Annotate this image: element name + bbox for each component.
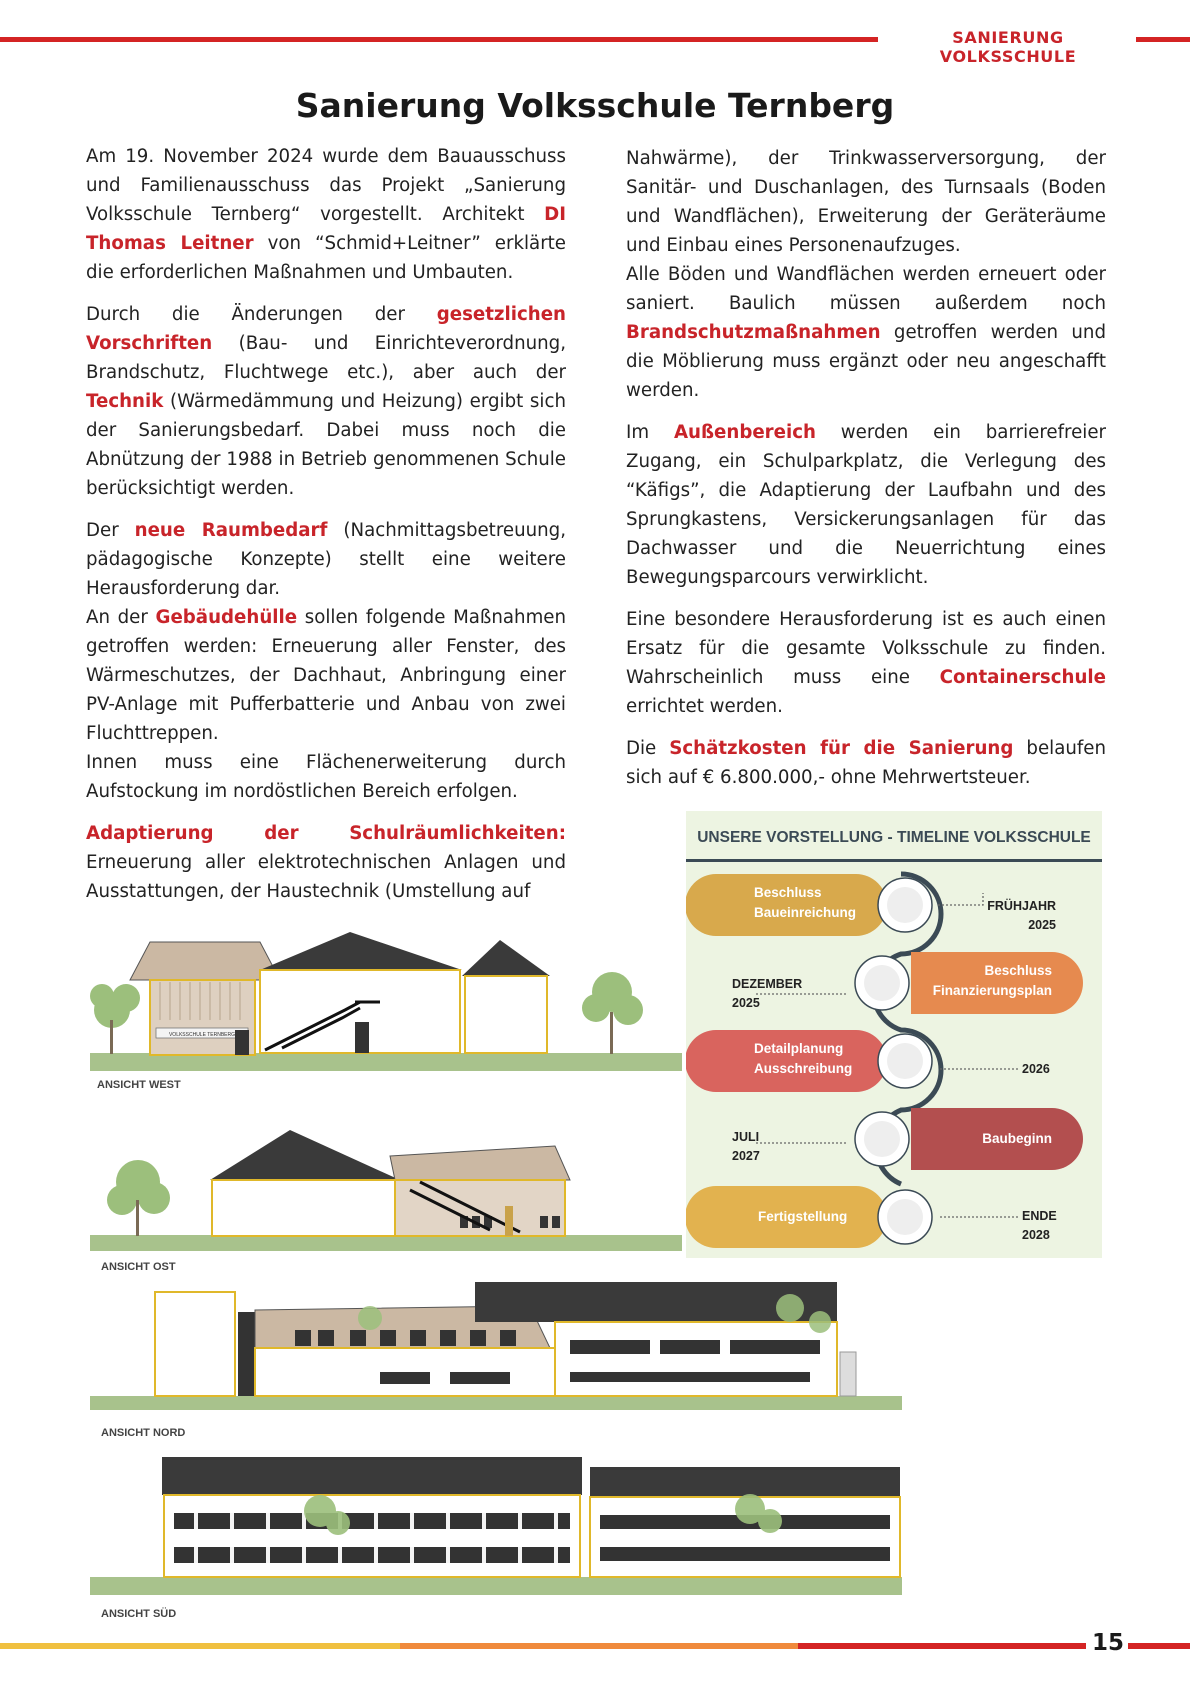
page-title: Sanierung Volksschule Ternberg xyxy=(295,86,895,125)
header-rule-right xyxy=(1136,37,1190,42)
paragraph-continuation: Nahwärme), der Trinkwasserversorgung, der Sanitär- und Duschanlagen, des Turnsaals (Boden und Wandflächen), Erweiterung der Geräteräume und Einbau eines Personenaufzuges. xyxy=(626,148,1106,256)
elevation-ost-drawing xyxy=(90,1120,682,1260)
timeline-title: UNSERE VORSTELLUNG - TIMELINE VOLKSSCHULE xyxy=(697,829,1091,846)
footer-rule-red xyxy=(798,1643,1086,1649)
step-date: 2026 xyxy=(1022,1062,1050,1076)
left-column xyxy=(86,142,566,906)
paragraph-costs: Die Schätzkosten für die Sanierung belaufen sich auf € 6.800.000,- ohne Mehrwertsteuer. xyxy=(626,738,1106,788)
step-date: DEZEMBER 2025 xyxy=(732,977,803,1010)
step-date: FRÜHJAHR 2025 xyxy=(987,899,1056,932)
footer-rule-red-right xyxy=(1128,1643,1190,1649)
elevation-sued-drawing xyxy=(90,1455,902,1605)
step-label: Baubeginn xyxy=(982,1131,1052,1146)
label-ansicht-nord: ANSICHT NORD xyxy=(101,1427,186,1439)
elevation-nord-drawing xyxy=(90,1278,902,1428)
label-ansicht-ost: ANSICHT OST xyxy=(101,1261,176,1273)
paragraph-outdoor: Im Außenbereich werden ein barrierefreier Zugang, ein Schulparkplatz, die Verlegung des “Käfigs”, die Adaptierung der Laufbahn und des Sprungkastens, Versickerungsanlagen für das Dachwasser und die Neuerrichtung eines Bewegungsparcours verwirklicht. xyxy=(626,422,1106,588)
section-label: SANIERUNG VOLKSSCHULE xyxy=(939,28,1077,66)
paragraph-building-envelope: An der Gebäudehülle sollen folgende Maßnahmen getroffen werden: Erneuerung aller Fenster, des Wärmeschutzes, der Dachhaut, Anbringung einer PV-Anlage mit Pufferbatterie und Anbau von zwei Fluchttreppen. xyxy=(86,607,566,744)
step-label: Fertigstellung xyxy=(758,1209,848,1224)
footer-rule-orange xyxy=(400,1643,798,1649)
paragraph-adaptation: Adaptierung der Schulräumlichkeiten: Erneuerung aller elektrotechnischen Anlagen und Ausstattungen, der Haustechnik (Umstellung auf xyxy=(86,823,566,902)
label-ansicht-west: ANSICHT WEST xyxy=(97,1079,181,1091)
step-date: ENDE 2028 xyxy=(1022,1209,1057,1242)
footer-rule-yellow xyxy=(0,1643,400,1649)
paragraph-interior: Innen muss eine Flächenerweiterung durch Aufstockung im nordöstlichen Bereich erfolgen. xyxy=(86,752,566,802)
step-label: Detailplanung Ausschreibung xyxy=(754,1041,853,1076)
paragraph-replacement: Eine besondere Herausforderung ist es auch einen Ersatz für die gesamte Volksschule zu finden. Wahrscheinlich muss eine Containerschule errichtet werden. xyxy=(626,609,1106,717)
step-label: Beschluss Finanzierungsplan xyxy=(932,963,1052,998)
header-rule-left xyxy=(0,37,878,42)
paragraph-floors: Alle Böden und Wandflächen werden erneuert oder saniert. Baulich müssen außerdem noch Brandschutzmaßnahmen getroffen werden und die Möblierung muss ergänzt oder neu angeschafft werden. xyxy=(626,264,1106,401)
step-date: JULI 2027 xyxy=(732,1130,760,1163)
timeline-infographic xyxy=(686,811,1102,1258)
timeline-shapes xyxy=(686,811,1102,1258)
paragraph-intro: Am 19. November 2024 wurde dem Bauausschuss und Familienausschuss das Projekt „Sanierung Volksschule Ternberg“ vorgestellt. Architekt DI Thomas Leitner von “Schmid+Leitner” erklärte die erforderlichen Maßnahmen und Umbauten. xyxy=(86,146,566,283)
step-label: Beschluss Baueinreichung xyxy=(754,885,857,920)
right-column xyxy=(626,144,1106,792)
page-number: 15 xyxy=(1091,1630,1124,1656)
elevation-west-drawing xyxy=(90,920,682,1090)
label-ansicht-sued: ANSICHT SÜD xyxy=(101,1608,177,1620)
building-sign-text: VOLKSSCHULE TERNBERG xyxy=(168,1032,236,1038)
paragraph-reasons: Durch die Änderungen der gesetzlichen Vorschriften (Bau- und Einrichteverordnung, Brandschutz, Fluchtwege etc.), aber auch der Technik (Wärmedämmung und Heizung) ergibt sich der Sanierungsbedarf. Dabei muss noch die Abnützung der 1988 in Betrieb genommenen Schule berücksichtigt werden. xyxy=(86,304,566,499)
paragraph-space-needs: Der neue Raumbedarf (Nachmittagsbetreuung, pädagogische Konzepte) stellt eine weitere Herausforderung dar. xyxy=(86,520,566,599)
